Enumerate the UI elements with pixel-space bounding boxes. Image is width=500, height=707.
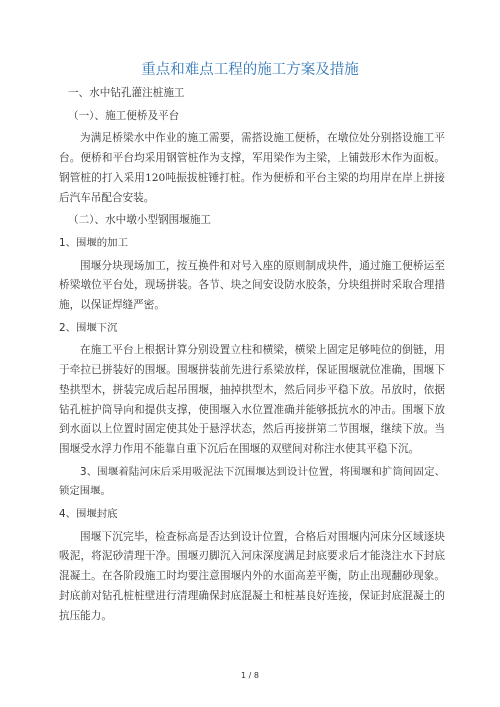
item-heading: 1、围堰的加工 — [59, 236, 128, 249]
paragraph: 在施工平台上根据计算分别设置立柱和横梁，横梁上固定足够吨位的倒链，用于牵拉已拼装好的围堰。围堰拼装前先进行系梁放样，保证围堰就位准确，围堰下垫拱型木，拼装完成后起吊围堰，抽掉拱型木，然后同步平稳下放。吊放时，依据钻孔桩护筒导向和提供支撑，使围堰入水位置准确并能够抵抗水的冲击。围堰下放到水面以上位置时固定使其处于悬浮状态，然后再接拼第二节围堰，继续下放。当围堰受水浮力作用不能靠自重下沉后在围堰的双壁间对称注水使其平稳下沉。 — [59, 344, 445, 455]
item-heading: 3、围堰着陆河床后采用吸泥法下沉围堰达到设计位置，将围堰和扩筒间固定、锁定围堰。 — [59, 465, 445, 498]
paragraph: 围堰分块现场加工，按互换件和对号入座的原则制成块件，通过施工便桥运至桥梁墩位平台处，现场拼装。各节、块之间安设防水胶条，分块组拼时采取合理措施，以保证焊缝严密。 — [59, 259, 445, 312]
subsection-heading: （一）、施工便桥及平台 — [68, 109, 180, 122]
paragraph: 围堰下沉完毕，检查标高是否达到设计位置，合格后对围堰内河床分区域逐块吸泥，将泥砂清理干净。围堰刃脚沉入河床深度满足封底要求后才能浇注水下封底混凝土。在各阶段施工时均要注意围堰内外的水面高差平衡，防止出现翻砂现象。封底前对钻孔桩桩壁进行清理确保封底混凝土和桩基良好连接，保证封底混凝土的抗压能力。 — [59, 530, 445, 622]
document-title: 重点和难点工程的施工方案及措施 — [141, 62, 359, 78]
item-heading: 4、围堰封底 — [59, 508, 118, 521]
section-heading: 一、水中钻孔灌注桩施工 — [68, 87, 185, 99]
page-number: 1 / 8 — [241, 671, 259, 680]
document-body — [59, 84, 445, 626]
item-heading: 2、围堰下沉 — [59, 321, 118, 334]
paragraph: 为满足桥梁水中作业的施工需要，需搭设施工便桥，在墩位处分别搭设施工平台。便桥和平台均采用钢管桩作为支撑，军用梁作为主梁，上铺鼓形木作为面板。钢管桩的打入采用120吨振拔桩锤打桩。作为便桥和平台主梁的均用岸在岸上拼接后汽车吊配合安装。 — [59, 132, 445, 204]
subsection-heading: （二）、水中墩小型钢围堰施工 — [68, 214, 212, 227]
